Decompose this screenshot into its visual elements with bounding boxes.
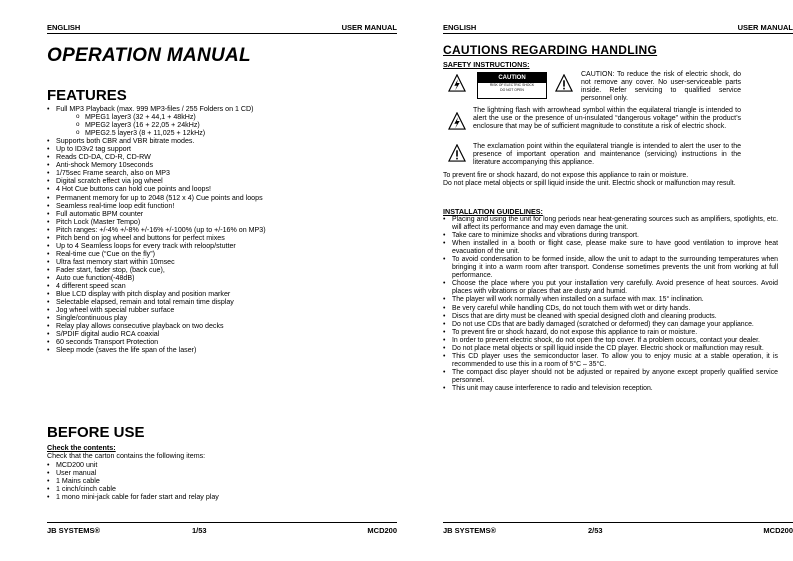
- list-item: • 4 different speed scan: [47, 282, 397, 290]
- page-header: [443, 23, 793, 33]
- check-contents-label: Check the contents:: [47, 443, 116, 452]
- lightning-warning-icon: [448, 112, 466, 130]
- list-item: • 1 Mains cable: [47, 477, 397, 485]
- header-title: USER MANUAL: [737, 23, 793, 32]
- caution-word: CAUTION: [478, 73, 546, 83]
- left-page: [47, 0, 397, 561]
- caution-label-box: [477, 72, 547, 99]
- list-item: • S/PDIF digital audio RCA coaxial: [47, 330, 397, 338]
- lightning-warning-icon: [448, 74, 466, 92]
- list-item: • To prevent fire or shock hazard, do not expose this appliance to rain or moisture.: [443, 329, 778, 337]
- footer-brand: JB SYSTEMS®: [443, 526, 497, 535]
- features-list: [47, 105, 397, 354]
- list-item: o MPEG2.5 layer3 (8 + 11,025 + 12kHz): [47, 129, 397, 137]
- header-rule: [47, 33, 397, 34]
- list-item: • Relay play allows consecutive playback on two decks: [47, 322, 397, 330]
- list-item: • 1/75sec Frame search, also on MP3: [47, 169, 397, 177]
- lightning-explanation: The lightning flash with arrowhead symbol within the equilateral triangle is intended to alert the use or the presence of un-insulated “dangerous voltage” within the product’s enclosure that may be of sufficient magnitude to constitute a risk of electric shock.: [473, 107, 741, 130]
- list-item: • Take care to minimize shocks and vibrations during transport.: [443, 232, 778, 240]
- exclamation-warning-icon: [555, 74, 573, 92]
- before-use-heading: BEFORE USE: [47, 424, 145, 441]
- caution-text: CAUTION: To reduce the risk of electric shock, do not remove any cover. No user-serviceable parts inside. Refer servicing to qualified service personnel only.: [581, 71, 741, 102]
- list-item: • 60 seconds Transport Protection: [47, 338, 397, 346]
- footer-brand: JB SYSTEMS®: [47, 526, 101, 535]
- list-item: • Permanent memory for up to 2048 (512 x 4) Cue points and loops: [47, 194, 397, 202]
- header-rule: [443, 33, 793, 34]
- list-item: • The compact disc player should not be adjusted or repaired by anyone except properly qualified service personnel.: [443, 369, 778, 385]
- list-item: • Pitch ranges: +/-4% +/-8% +/-16% +/-100% (up to +/-16% on MP3): [47, 226, 397, 234]
- caution-do-not-open: DO NOT OPEN: [500, 88, 524, 92]
- list-item: • Reads CD-DA, CD-R, CD-RW: [47, 153, 397, 161]
- footer-model: MCD200: [763, 526, 793, 535]
- list-item: • Anti-shock Memory 10seconds: [47, 161, 397, 169]
- list-item: • When installed in a booth or flight case, please make sure to have good ventilation to improve heat evacuation of the unit.: [443, 240, 778, 256]
- list-item: • Pitch bend on jog wheel and buttons for perfect mixes: [47, 234, 397, 242]
- installation-guidelines-label: INSTALLATION GUIDELINES:: [443, 207, 543, 216]
- contents-intro: Check that the carton contains the following items:: [47, 452, 206, 460]
- footer-model: MCD200: [367, 526, 397, 535]
- list-item: • In order to prevent electric shock, do not open the top cover. If a problem occurs, contact your dealer.: [443, 337, 778, 345]
- list-item: • This unit may cause interference to radio and television reception.: [443, 385, 778, 393]
- list-item: • Full automatic BPM counter: [47, 210, 397, 218]
- list-item: • Ultra fast memory start within 10msec: [47, 258, 397, 266]
- list-item: • Seamless real-time loop edit function!: [47, 202, 397, 210]
- list-item: • To avoid condensation to be formed inside, allow the unit to adapt to the surrounding temperatures when bringing it into a warm room after transport. Condense sometimes prevents the unit from working at full performance.: [443, 256, 778, 280]
- list-item: • Discs that are dirty must be cleaned with special designed cloth and cleaning products.: [443, 313, 778, 321]
- list-item: • Single/continuous play: [47, 314, 397, 322]
- list-item: • Choose the place where you put your installation very carefully. Avoid presence of heat sources. Avoid places with vibrations or places that are dusty and humid.: [443, 280, 778, 296]
- list-item: • Auto cue function(-48dB): [47, 274, 397, 282]
- list-item: • Full MP3 Playback (max. 999 MP3-files / 255 Folders on 1 CD): [47, 105, 397, 113]
- manual-title: OPERATION MANUAL: [47, 45, 251, 66]
- list-item: • Up to 4 Seamless loops for every track with reloop/stutter: [47, 242, 397, 250]
- right-page: [443, 0, 793, 561]
- installation-list: [443, 216, 778, 393]
- list-item: • This CD player uses the semiconductor laser. To allow you to enjoy music at a stable operation, it is recommended to use this in a room of 5°C – 35°C.: [443, 353, 778, 369]
- page-header: [47, 23, 397, 33]
- fire-shock-note: To prevent fire or shock hazard, do not expose this appliance to rain or moisture.: [443, 172, 689, 179]
- list-item: • Fader start, fader stop, (back cue),: [47, 266, 397, 274]
- list-item: • User manual: [47, 469, 397, 477]
- header-language: ENGLISH: [443, 23, 477, 32]
- list-item: • Real-time cue (“Cue on the fly”): [47, 250, 397, 258]
- cautions-title: CAUTIONS REGARDING HANDLING: [443, 43, 658, 57]
- list-item: • Be very careful while handling CDs, do not touch them with wet or dirty hands.: [443, 305, 778, 313]
- list-item: • MCD200 unit: [47, 461, 397, 469]
- list-item: • Up to ID3v2 tag support: [47, 145, 397, 153]
- list-item: o MPEG1 layer3 (32 + 44,1 + 48kHz): [47, 113, 397, 121]
- list-item: • Selectable elapsed, remain and total remain time display: [47, 298, 397, 306]
- caution-risk-text: RISK OF ELECTRIC SHOCK: [489, 83, 535, 87]
- list-item: • Pitch Lock (Master Tempo): [47, 218, 397, 226]
- footer-rule: [443, 522, 793, 523]
- liquid-note: Do not place metal objects or spill liquid inside the unit. Electric shock or malfunction may result.: [443, 180, 736, 187]
- list-item: o MPEG2 layer3 (16 + 22,05 + 24kHz): [47, 121, 397, 129]
- list-item: • Do not use CDs that are badly damaged (scratched or deformed) they can damage your appliance.: [443, 321, 778, 329]
- footer-rule: [47, 522, 397, 523]
- list-item: • Digital scratch effect via jog wheel: [47, 177, 397, 185]
- list-item: • 1 mono mini-jack cable for fader start and relay play: [47, 493, 397, 501]
- contents-list: [47, 461, 397, 501]
- list-item: • Do not place metal objects or spill liquid inside the CD player. Electric shock or malfunction may result.: [443, 345, 778, 353]
- header-language: ENGLISH: [47, 23, 81, 32]
- header-title: USER MANUAL: [341, 23, 397, 32]
- exclamation-warning-icon: [448, 144, 466, 162]
- footer-page-number: 1/53: [192, 526, 207, 535]
- list-item: • 1 cinch/cinch cable: [47, 485, 397, 493]
- footer-page-number: 2/53: [588, 526, 603, 535]
- features-heading: FEATURES: [47, 87, 127, 104]
- page-footer: [443, 526, 793, 536]
- list-item: • 4 Hot Cue buttons can hold cue points and loops!: [47, 185, 397, 193]
- list-item: • Sleep mode (saves the life span of the laser): [47, 346, 397, 354]
- page-footer: [47, 526, 397, 536]
- safety-instructions-label: SAFETY INSTRUCTIONS:: [443, 60, 530, 69]
- list-item: • The player will work normally when installed on a surface with max. 15° inclination.: [443, 296, 778, 304]
- exclamation-explanation: The exclamation point within the equilateral triangle is intended to alert the user to the presence of important operation and maintenance (servicing) instructions in the literature accompanying this appliance.: [473, 143, 741, 166]
- list-item: • Supports both CBR and VBR bitrate modes.: [47, 137, 397, 145]
- list-item: • Jog wheel with special rubber surface: [47, 306, 397, 314]
- list-item: • Placing and using the unit for long periods near heat-generating sources such as amplifiers, spotlights, etc. will affect its performance and may even damage the unit.: [443, 216, 778, 232]
- list-item: • Blue LCD display with pitch display and position marker: [47, 290, 397, 298]
